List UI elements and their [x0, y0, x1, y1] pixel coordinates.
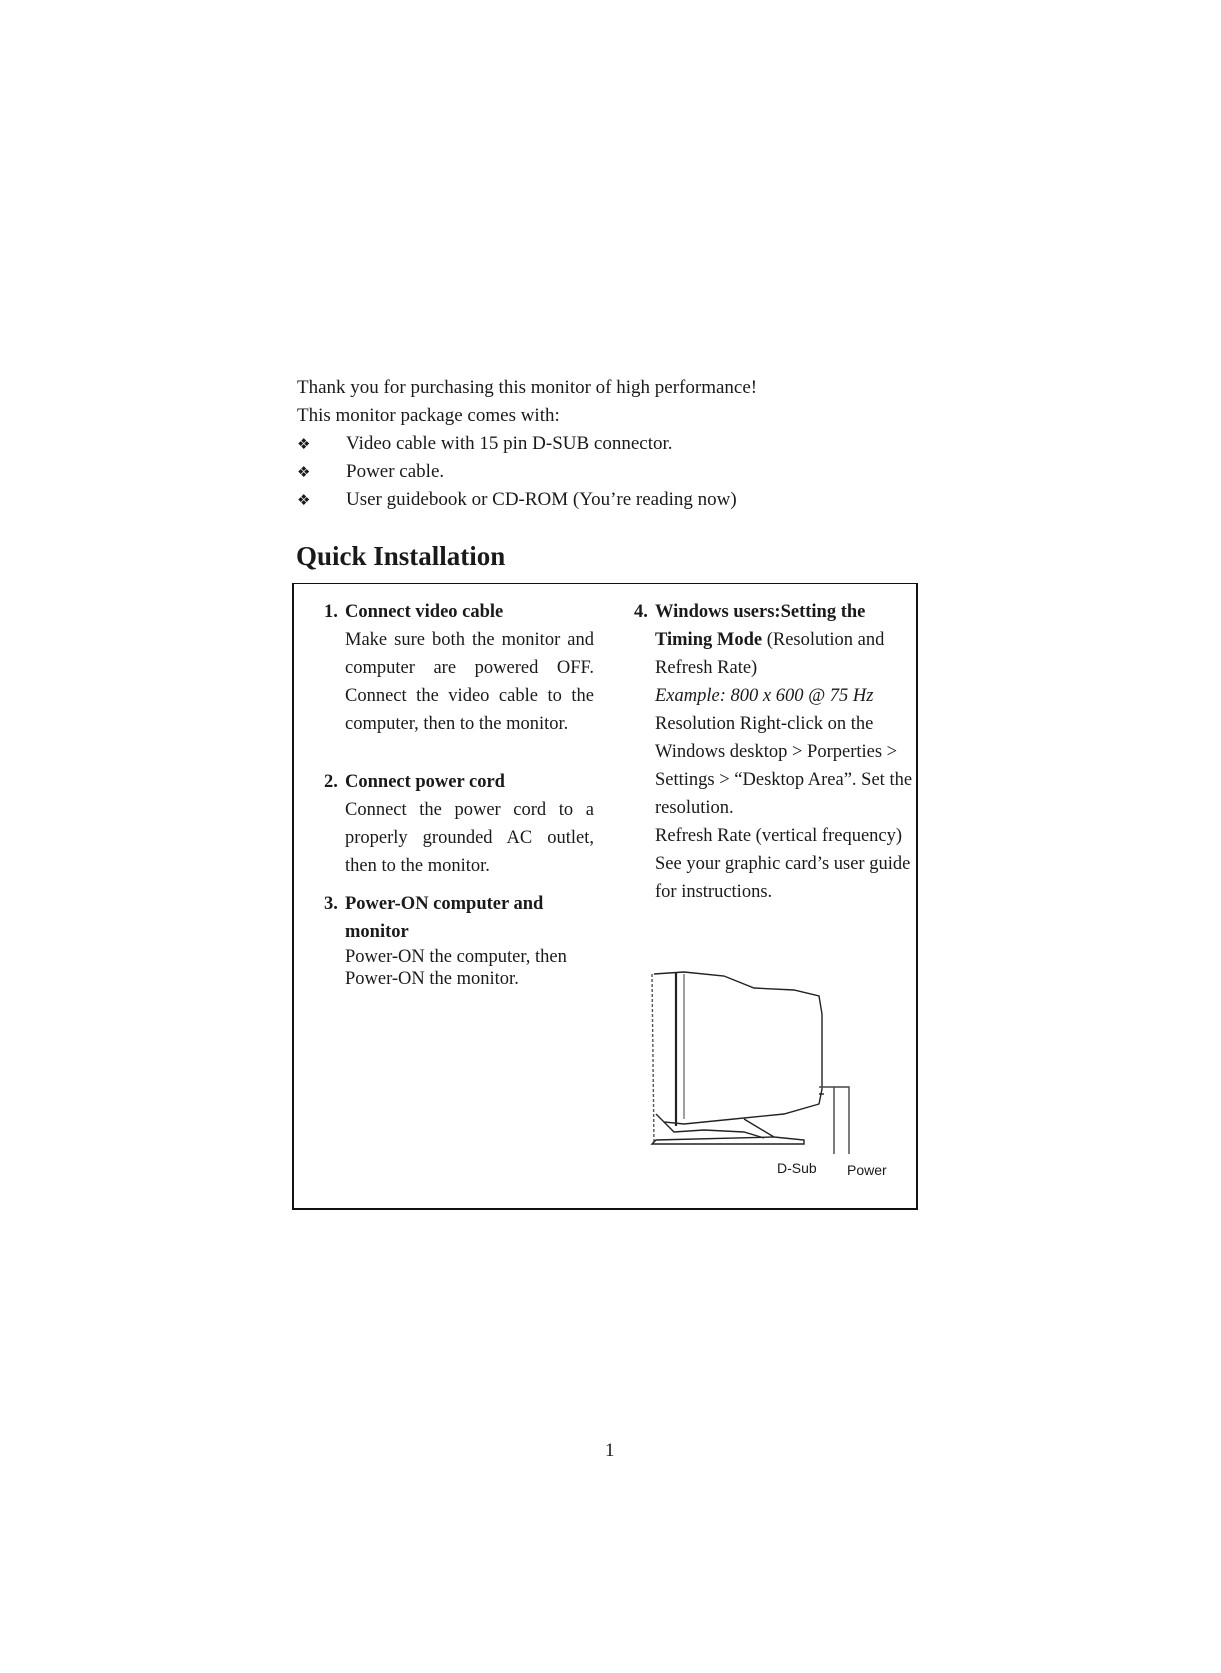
step-4-heading: [634, 598, 914, 682]
step-4-resolution: Resolution Right-click on the Windows desktop > Porperties > Settings > “Desktop Area”. Set the resolution.: [655, 714, 913, 818]
list-item-text: Video cable with 15 pin D-SUB connector.: [346, 433, 673, 454]
step-1-body: Make sure both the monitor and computer are powered OFF. Connect the video cable to the computer, then to the monitor.: [345, 630, 594, 734]
list-item: [297, 486, 997, 514]
right-column: [634, 598, 914, 906]
step-2-title: [324, 768, 594, 796]
bullet-icon: ❖: [297, 435, 311, 453]
list-item: [297, 458, 997, 486]
power-label: Power: [847, 1162, 887, 1178]
monitor-connection-figure: [644, 954, 904, 1184]
step-4-title-suffix: (Resolution and Refresh Rate): [655, 630, 885, 678]
intro-package: This monitor package comes with:: [297, 405, 560, 426]
step-3-body: Power-ON the computer, then Power-ON the monitor.: [345, 947, 567, 989]
step-4-example: Example: 800 x 600 @ 75 Hz: [655, 686, 874, 706]
list-item: [297, 430, 997, 458]
monitor-side-view-icon: [644, 954, 904, 1154]
step-2-number: 2.: [324, 772, 338, 792]
quick-installation-box: [292, 583, 918, 1210]
step-2-title-text: Connect power cord: [345, 772, 505, 792]
step-4-refresh: Refresh Rate (vertical frequency) See your graphic card’s user guide for instructions.: [655, 826, 911, 902]
step-3-title: [324, 890, 594, 946]
step-1: [324, 598, 594, 738]
step-3-title-text: Power-ON computer and monitor: [345, 894, 544, 942]
step-4-heading-text: [655, 598, 905, 682]
list-item-text: Power cable.: [346, 461, 445, 482]
step-3-number: 3.: [324, 894, 338, 914]
step-1-title: [324, 598, 594, 626]
left-column: [324, 598, 594, 990]
package-contents-list: [297, 430, 997, 514]
step-4-title-text: Windows users:Setting the Timing Mode: [655, 602, 866, 650]
step-1-number: 1.: [324, 602, 338, 622]
intro-section: [297, 374, 997, 514]
dsub-label: D-Sub: [777, 1160, 817, 1176]
list-item-text: User guidebook or CD-ROM (You’re reading now): [346, 489, 737, 510]
step-4: [634, 598, 914, 906]
intro-thanks: Thank you for purchasing this monitor of high performance!: [297, 377, 758, 398]
section-title: Quick Installation: [296, 541, 506, 571]
step-4-number: 4.: [634, 602, 648, 622]
step-1-title-text: Connect video cable: [345, 602, 504, 622]
step-4-body: [634, 682, 914, 906]
bullet-icon: ❖: [297, 491, 311, 509]
step-3: [324, 890, 594, 990]
page-number: 1: [605, 1440, 615, 1461]
step-2-body: Connect the power cord to a properly grounded AC outlet, then to the monitor.: [345, 800, 594, 876]
step-2: [324, 768, 594, 880]
bullet-icon: ❖: [297, 463, 311, 481]
